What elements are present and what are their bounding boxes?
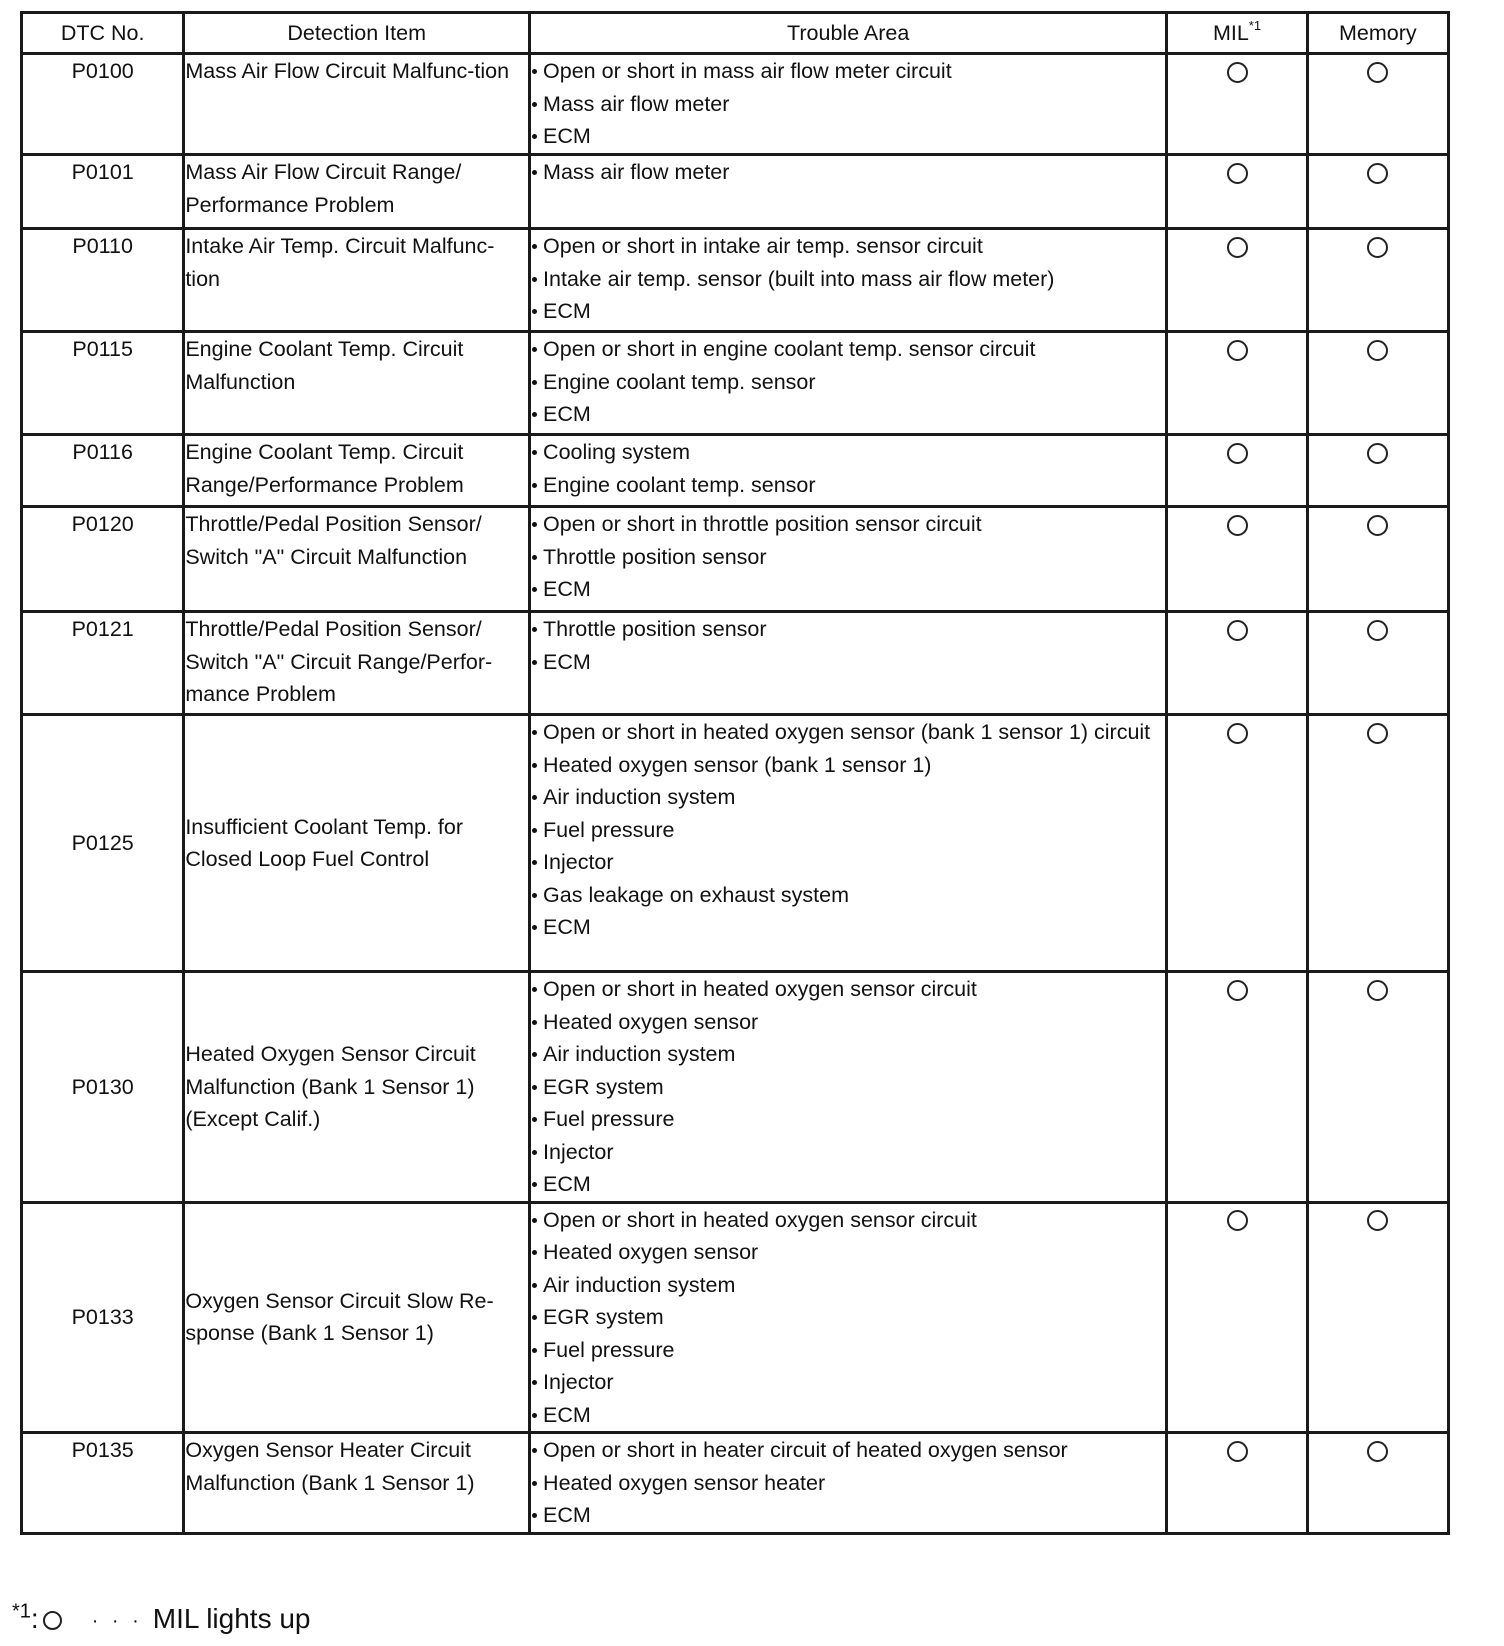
trouble-area	[530, 155, 1167, 229]
trouble-area-item: Injector	[531, 1366, 1165, 1399]
header-mil	[1167, 13, 1307, 54]
memory-cell	[1307, 1433, 1448, 1534]
trouble-area-item: Open or short in intake air temp. sensor circuit	[531, 230, 1165, 263]
table-row	[22, 612, 1449, 715]
mil-circle-icon	[1227, 443, 1248, 464]
mil-cell	[1167, 612, 1307, 715]
trouble-area-item: Open or short in engine coolant temp. sensor circuit	[531, 333, 1165, 366]
trouble-area-list	[531, 1434, 1165, 1532]
trouble-area-item: Throttle position sensor	[531, 541, 1165, 574]
trouble-area-item: Air induction system	[531, 1269, 1165, 1302]
memory-cell	[1307, 1202, 1448, 1433]
trouble-area-list	[531, 613, 1165, 678]
trouble-area-item: Mass air flow meter	[531, 156, 1165, 189]
trouble-area-item: ECM	[531, 295, 1165, 328]
detection-item: Oxygen Sensor Circuit Slow Re-sponse (Bank 1 Sensor 1)	[184, 1202, 530, 1433]
table-row	[22, 972, 1449, 1203]
trouble-area-item: Heated oxygen sensor (bank 1 sensor 1)	[531, 749, 1165, 782]
trouble-area	[530, 435, 1167, 507]
trouble-area-item: Fuel pressure	[531, 1103, 1165, 1136]
table-row	[22, 507, 1449, 612]
table-row	[22, 155, 1449, 229]
trouble-area-item: ECM	[531, 573, 1165, 606]
mil-cell	[1167, 972, 1307, 1203]
header-memory: Memory	[1307, 13, 1448, 54]
trouble-area-item: ECM	[531, 1168, 1165, 1201]
memory-circle-icon	[1367, 515, 1388, 536]
trouble-area-item: Injector	[531, 846, 1165, 879]
memory-circle-icon	[1367, 237, 1388, 258]
header-row	[22, 13, 1449, 54]
memory-circle-icon	[1367, 980, 1388, 1001]
footnote-dots: · · ·	[91, 1609, 143, 1632]
memory-cell	[1307, 507, 1448, 612]
memory-cell	[1307, 972, 1448, 1203]
detection-item: Heated Oxygen Sensor Circuit Malfunction (Bank 1 Sensor 1) (Except Calif.)	[184, 972, 530, 1203]
mil-cell	[1167, 229, 1307, 332]
trouble-area	[530, 1433, 1167, 1534]
trouble-area	[530, 1202, 1167, 1433]
mil-cell	[1167, 507, 1307, 612]
dtc-code: P0121	[22, 612, 184, 715]
trouble-area	[530, 972, 1167, 1203]
table-row	[22, 715, 1449, 972]
mil-cell	[1167, 1433, 1307, 1534]
mil-circle-icon	[1227, 723, 1248, 744]
dtc-code: P0135	[22, 1433, 184, 1534]
table-row	[22, 1433, 1449, 1534]
detection-item: Engine Coolant Temp. Circuit Malfunction	[184, 332, 530, 435]
dtc-code: P0130	[22, 972, 184, 1203]
detection-item: Throttle/Pedal Position Sensor/ Switch "A" Circuit Range/Perfor-mance Problem	[184, 612, 530, 715]
trouble-area-item: ECM	[531, 120, 1165, 153]
dtc-code: P0120	[22, 507, 184, 612]
mil-circle-icon	[1227, 1210, 1248, 1231]
dtc-code: P0115	[22, 332, 184, 435]
trouble-area-item: Open or short in heated oxygen sensor circuit	[531, 1204, 1165, 1237]
table-row	[22, 1202, 1449, 1433]
table-row	[22, 54, 1449, 155]
mil-circle-icon	[1227, 515, 1248, 536]
memory-cell	[1307, 332, 1448, 435]
mil-cell	[1167, 715, 1307, 972]
trouble-area-item: Engine coolant temp. sensor	[531, 366, 1165, 399]
trouble-area-list	[531, 333, 1165, 431]
memory-circle-icon	[1367, 1210, 1388, 1231]
detection-item: Engine Coolant Temp. Circuit Range/Performance Problem	[184, 435, 530, 507]
table-body	[22, 54, 1449, 1534]
trouble-area-item: Open or short in mass air flow meter circuit	[531, 55, 1165, 88]
detection-item: Mass Air Flow Circuit Malfunc-tion	[184, 54, 530, 155]
memory-cell	[1307, 54, 1448, 155]
detection-item: Oxygen Sensor Heater Circuit Malfunction (Bank 1 Sensor 1)	[184, 1433, 530, 1534]
trouble-area	[530, 54, 1167, 155]
detection-item: Throttle/Pedal Position Sensor/ Switch "A" Circuit Malfunction	[184, 507, 530, 612]
trouble-area-list	[531, 716, 1165, 944]
trouble-area-item: Throttle position sensor	[531, 613, 1165, 646]
trouble-area-list	[531, 508, 1165, 606]
trouble-area-item: Injector	[531, 1136, 1165, 1169]
dtc-code: P0133	[22, 1202, 184, 1433]
trouble-area-list	[531, 436, 1165, 501]
trouble-area-item: Open or short in throttle position sensor circuit	[531, 508, 1165, 541]
detection-item: Mass Air Flow Circuit Range/ Performance Problem	[184, 155, 530, 229]
trouble-area-item: Open or short in heated oxygen sensor (bank 1 sensor 1) circuit	[531, 716, 1165, 749]
trouble-area-item: EGR system	[531, 1301, 1165, 1334]
detection-item: Insufficient Coolant Temp. for Closed Loop Fuel Control	[184, 715, 530, 972]
mil-cell	[1167, 155, 1307, 229]
mil-circle-icon	[1227, 980, 1248, 1001]
memory-cell	[1307, 229, 1448, 332]
trouble-area-list	[531, 1204, 1165, 1432]
mil-cell	[1167, 1202, 1307, 1433]
footnote: $^{*1}$: · · · MIL lights up	[12, 1600, 311, 1634]
dtc-code: P0116	[22, 435, 184, 507]
trouble-area-item: Fuel pressure	[531, 1334, 1165, 1367]
trouble-area-item: ECM	[531, 1399, 1165, 1432]
mil-circle-icon	[1227, 163, 1248, 184]
memory-circle-icon	[1367, 62, 1388, 83]
table-row	[22, 435, 1449, 507]
trouble-area-list	[531, 973, 1165, 1201]
header-mil-footnote-mark: *1	[1248, 17, 1262, 33]
trouble-area-item: ECM	[531, 1499, 1165, 1532]
memory-circle-icon	[1367, 163, 1388, 184]
mil-circle-icon	[1227, 62, 1248, 83]
detection-item: Intake Air Temp. Circuit Malfunc-tion	[184, 229, 530, 332]
trouble-area	[530, 715, 1167, 972]
trouble-area-list	[531, 156, 1165, 189]
header-detection-item: Detection Item	[184, 13, 530, 54]
trouble-area-item: EGR system	[531, 1071, 1165, 1104]
mil-circle-icon	[1227, 340, 1248, 361]
footnote-mark: *1	[12, 1600, 31, 1623]
trouble-area-item: Heated oxygen sensor heater	[531, 1467, 1165, 1500]
footnote-text: MIL lights up	[152, 1603, 311, 1634]
trouble-area-item: Cooling system	[531, 436, 1165, 469]
header-mil-label: MIL	[1212, 21, 1249, 45]
table-row	[22, 332, 1449, 435]
mil-cell	[1167, 54, 1307, 155]
trouble-area-item: ECM	[531, 911, 1165, 944]
trouble-area-item: Fuel pressure	[531, 814, 1165, 847]
mil-circle-icon	[1227, 1441, 1248, 1462]
trouble-area-list	[531, 230, 1165, 328]
footnote-circle-symbol	[43, 1611, 62, 1630]
trouble-area	[530, 332, 1167, 435]
trouble-area-item: Open or short in heater circuit of heated oxygen sensor	[531, 1434, 1165, 1467]
table-header	[22, 13, 1449, 54]
mil-circle-icon	[1227, 237, 1248, 258]
mil-cell	[1167, 332, 1307, 435]
memory-circle-icon	[1367, 1441, 1388, 1462]
trouble-area	[530, 507, 1167, 612]
header-trouble-area: Trouble Area	[530, 13, 1167, 54]
memory-circle-icon	[1367, 443, 1388, 464]
memory-cell	[1307, 612, 1448, 715]
dtc-code: P0110	[22, 229, 184, 332]
mil-cell	[1167, 435, 1307, 507]
header-dtc-no: DTC No.	[22, 13, 184, 54]
trouble-area	[530, 229, 1167, 332]
trouble-area-item: Air induction system	[531, 781, 1165, 814]
memory-circle-icon	[1367, 620, 1388, 641]
dtc-code: P0125	[22, 715, 184, 972]
memory-circle-icon	[1367, 723, 1388, 744]
trouble-area-item: Heated oxygen sensor	[531, 1236, 1165, 1269]
table-row	[22, 229, 1449, 332]
trouble-area-item: Heated oxygen sensor	[531, 1006, 1165, 1039]
trouble-area	[530, 612, 1167, 715]
trouble-area-item: Intake air temp. sensor (built into mass air flow meter)	[531, 263, 1165, 296]
trouble-area-item: Mass air flow meter	[531, 88, 1165, 121]
dtc-table	[20, 11, 1450, 1535]
memory-cell	[1307, 435, 1448, 507]
dtc-code: P0101	[22, 155, 184, 229]
trouble-area-item: ECM	[531, 646, 1165, 679]
memory-circle-icon	[1367, 340, 1388, 361]
dtc-code: P0100	[22, 54, 184, 155]
memory-cell	[1307, 715, 1448, 972]
trouble-area-item: Open or short in heated oxygen sensor circuit	[531, 973, 1165, 1006]
trouble-area-item: Air induction system	[531, 1038, 1165, 1071]
mil-circle-icon	[1227, 620, 1248, 641]
trouble-area-item: Gas leakage on exhaust system	[531, 879, 1165, 912]
trouble-area-list	[531, 55, 1165, 153]
trouble-area-item: Engine coolant temp. sensor	[531, 469, 1165, 502]
memory-cell	[1307, 155, 1448, 229]
trouble-area-item: ECM	[531, 398, 1165, 431]
